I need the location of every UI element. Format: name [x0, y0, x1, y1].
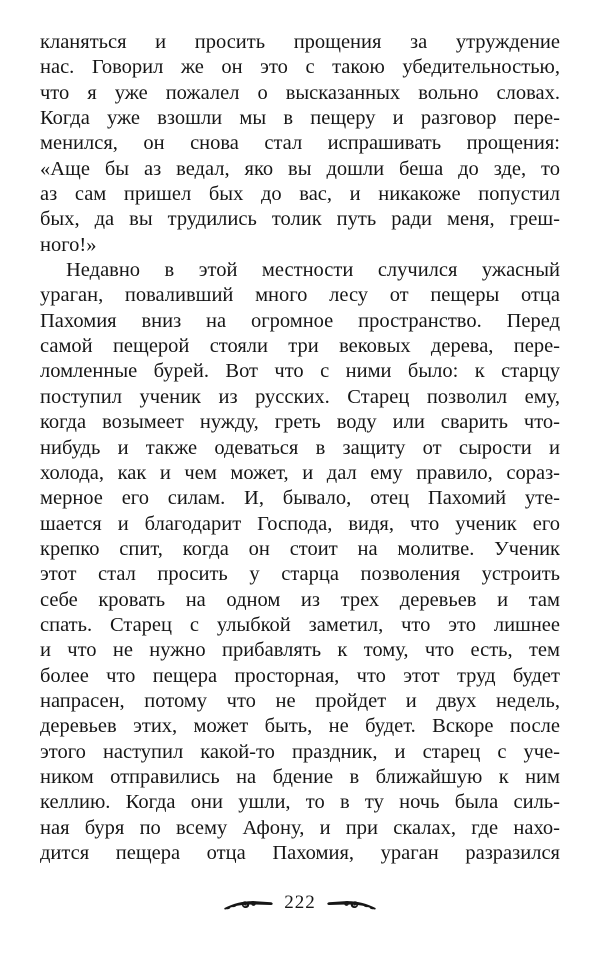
text-line: ная буря по всему Афону, и при скалах, где нахо- — [40, 816, 560, 839]
page-footer — [0, 893, 600, 915]
text-line: ломленные бурей. Вот что с ними было: к старцу — [40, 360, 560, 383]
text-line: келлию. Когда они ушли, то в ту ночь была силь- — [40, 791, 560, 814]
page-number: 222 — [284, 892, 316, 913]
text-line: этого наступил какой-то праздник, и старец с уче- — [40, 740, 560, 763]
text-line: и что не нужно прибавлять к тому, что есть, тем — [40, 639, 560, 662]
text-line: самой пещерой стояли три вековых дерева, пере- — [40, 335, 560, 358]
leaf-flourish-right-icon — [325, 896, 377, 913]
text-line: кланяться и просить прощения за утруждение — [40, 31, 560, 53]
text-line: аз сам пришел бых до вас, и никакоже попустил — [40, 183, 560, 206]
text-line: холода, как и чем может, и дал ему правило, сораз- — [40, 461, 560, 484]
text-line: что я уже пожалел о высказанных вольно словах. — [40, 81, 560, 104]
text-line: себе кровать на одном из трех деревьев и там — [40, 588, 560, 611]
text-line: крепко спит, когда он стоит на молитве. Ученик — [40, 537, 560, 560]
body-text — [40, 30, 560, 866]
text-line: дится пещера отца Пахомия, ураган разразился — [40, 842, 560, 864]
leaf-flourish-left-icon — [223, 896, 275, 913]
text-line: деревьев этих, может быть, не будет. Вскоре после — [40, 715, 560, 738]
text-line: «Аще бы аз ведал, яко вы дошли беша до зде, то — [40, 157, 560, 180]
text-line: Когда уже взошли мы в пещеру и разговор пере- — [40, 107, 560, 130]
text-line: нибудь и также одеваться в защиту от сырости и — [40, 436, 560, 459]
text-line: более что пещера просторная, что этот труд будет — [40, 664, 560, 687]
text-line: напрасен, потому что не пройдет и двух недель, — [40, 689, 560, 712]
text-line: ураган, поваливший много лесу от пещеры отца — [40, 284, 560, 307]
text-line: бых, да вы трудились толик путь ради меня, греш- — [40, 208, 560, 231]
text-line: поступил ученик из русских. Старец позволил ему, — [40, 385, 560, 408]
text-line: этот стал просить у старца позволения устроить — [40, 563, 560, 586]
text-line: когда возымеет нужду, греть воду или сварить что- — [40, 411, 560, 434]
text-line: мерное его силам. И, бывало, отец Пахомий уте- — [40, 487, 560, 510]
text-line: спать. Старец с улыбкой заметил, что это лишнее — [40, 613, 560, 636]
text-line: Недавно в этой местности случился ужасный — [66, 259, 560, 282]
text-line: Пахомия вниз на огромное пространство. Перед — [40, 309, 560, 332]
text-line: нас. Говорил же он это с такою убедительностью, — [40, 56, 560, 79]
text-line: ником отправились на бдение в ближайшую к ним — [40, 765, 560, 788]
text-line: ного!» — [40, 233, 97, 256]
text-line: шается и благодарит Господа, видя, что ученик его — [40, 512, 560, 535]
text-line: менился, он снова стал испрашивать прощения: — [40, 132, 560, 155]
